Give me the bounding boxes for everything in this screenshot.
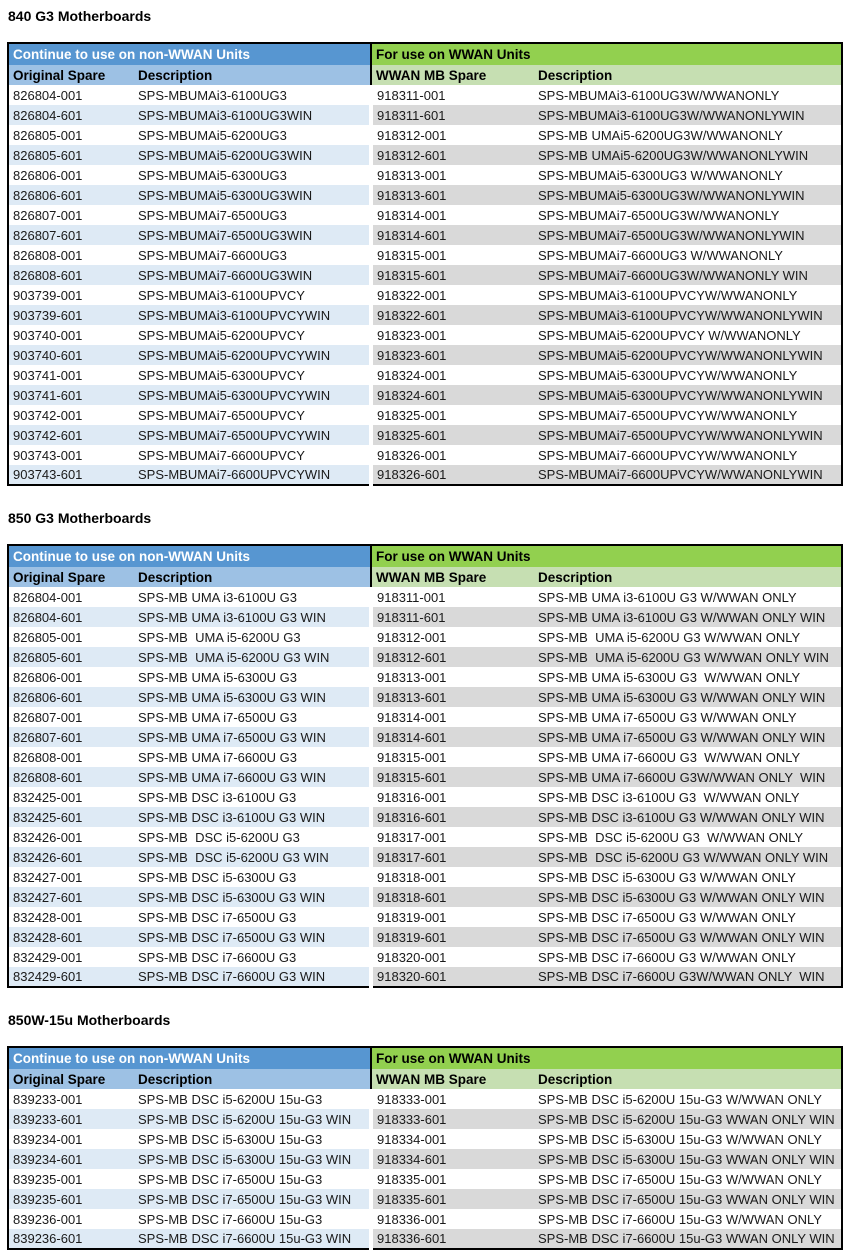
cell-wwan-spare: 918315-601 <box>371 265 534 285</box>
table-row <box>8 767 842 787</box>
cell-wwan-spare: 918314-001 <box>371 707 534 727</box>
cell-description: SPS-MBUMAi7-6600UPVCY <box>134 445 371 465</box>
cell-wwan-description: SPS-MB DSC i7-6600U G3 W/WWAN ONLY <box>534 947 842 967</box>
cell-description: SPS-MB UMA i3-6100U G3 <box>134 587 371 607</box>
cell-original-spare: 832428-001 <box>8 907 134 927</box>
table-row <box>8 425 842 445</box>
cell-description: SPS-MB UMA i5-6200U G3 <box>134 627 371 647</box>
cell-description: SPS-MBUMAi7-6600UG3WIN <box>134 265 371 285</box>
table-row <box>8 1189 842 1209</box>
cell-description: SPS-MB DSC i5-6300U 15u-G3 WIN <box>134 1149 371 1169</box>
cell-wwan-description: SPS-MB DSC i7-6600U 15u-G3 W/WWAN ONLY <box>534 1209 842 1229</box>
table-row <box>8 1149 842 1169</box>
cell-wwan-spare: 918336-001 <box>371 1209 534 1229</box>
cell-original-spare: 826805-601 <box>8 145 134 165</box>
cell-description: SPS-MB UMA i7-6500U G3 <box>134 707 371 727</box>
cell-description: SPS-MB UMA i7-6600U G3 WIN <box>134 767 371 787</box>
motherboard-section <box>7 1010 841 1250</box>
cell-wwan-spare: 918333-001 <box>371 1089 534 1109</box>
cell-original-spare: 826807-601 <box>8 225 134 245</box>
table-row <box>8 907 842 927</box>
wwan-band-header: For use on WWAN Units <box>371 1047 842 1069</box>
table-row <box>8 245 842 265</box>
document-body <box>7 6 841 1250</box>
cell-wwan-spare: 918317-601 <box>371 847 534 867</box>
cell-wwan-spare: 918315-001 <box>371 245 534 265</box>
column-header-description-right: Description <box>534 65 842 85</box>
cell-description: SPS-MB UMA i5-6200U G3 WIN <box>134 647 371 667</box>
cell-wwan-spare: 918311-001 <box>371 587 534 607</box>
cell-wwan-spare: 918318-601 <box>371 887 534 907</box>
table-row <box>8 847 842 867</box>
cell-wwan-spare: 918311-601 <box>371 105 534 125</box>
cell-original-spare: 826804-001 <box>8 587 134 607</box>
cell-description: SPS-MBUMAi5-6300UPVCYWIN <box>134 385 371 405</box>
cell-wwan-description: SPS-MBUMAi5-6300UPVCYW/WWANONLYWIN <box>534 385 842 405</box>
cell-description: SPS-MBUMAi7-6500UPVCY <box>134 405 371 425</box>
table-row <box>8 345 842 365</box>
motherboard-section <box>7 508 841 988</box>
cell-original-spare: 903743-601 <box>8 465 134 485</box>
cell-wwan-spare: 918324-001 <box>371 365 534 385</box>
cell-description: SPS-MB DSC i5-6200U G3 WIN <box>134 847 371 867</box>
cell-wwan-description: SPS-MB DSC i5-6200U 15u-G3 W/WWAN ONLY <box>534 1089 842 1109</box>
section-title: 850 G3 Motherboards <box>8 510 152 526</box>
motherboard-section <box>7 6 841 486</box>
wwan-band-header: For use on WWAN Units <box>371 43 842 65</box>
cell-wwan-spare: 918326-001 <box>371 445 534 465</box>
cell-description: SPS-MB UMA i7-6600U G3 <box>134 747 371 767</box>
table-row <box>8 787 842 807</box>
table-row <box>8 1109 842 1129</box>
cell-wwan-spare: 918316-601 <box>371 807 534 827</box>
cell-wwan-description: SPS-MBUMAi5-6300UG3W/WWANONLYWIN <box>534 185 842 205</box>
cell-description: SPS-MBUMAi7-6500UPVCYWIN <box>134 425 371 445</box>
cell-wwan-spare: 918311-001 <box>371 85 534 105</box>
cell-wwan-description: SPS-MBUMAi7-6500UG3W/WWANONLY <box>534 205 842 225</box>
cell-original-spare: 826805-001 <box>8 627 134 647</box>
cell-original-spare: 826808-601 <box>8 767 134 787</box>
cell-wwan-description: SPS-MB DSC i7-6500U 15u-G3 W/WWAN ONLY <box>534 1169 842 1189</box>
cell-description: SPS-MBUMAi5-6300UPVCY <box>134 365 371 385</box>
cell-wwan-spare: 918319-001 <box>371 907 534 927</box>
cell-wwan-spare: 918334-001 <box>371 1129 534 1149</box>
cell-wwan-description: SPS-MB DSC i5-6300U G3 W/WWAN ONLY WIN <box>534 887 842 907</box>
cell-description: SPS-MBUMAi7-6600UPVCYWIN <box>134 465 371 485</box>
cell-description: SPS-MB DSC i7-6500U G3 WIN <box>134 927 371 947</box>
cell-wwan-spare: 918312-601 <box>371 647 534 667</box>
cell-description: SPS-MBUMAi5-6200UG3 <box>134 125 371 145</box>
cell-wwan-description: SPS-MBUMAi3-6100UPVCYW/WWANONLY <box>534 285 842 305</box>
cell-wwan-spare: 918314-601 <box>371 225 534 245</box>
cell-wwan-spare: 918315-001 <box>371 747 534 767</box>
cell-original-spare: 826808-001 <box>8 747 134 767</box>
cell-wwan-spare: 918312-601 <box>371 145 534 165</box>
table-row <box>8 607 842 627</box>
table-row <box>8 265 842 285</box>
cell-original-spare: 903741-601 <box>8 385 134 405</box>
cell-wwan-spare: 918334-601 <box>371 1149 534 1169</box>
column-header-wwan-mb-spare: WWAN MB Spare <box>371 1069 534 1089</box>
cell-description: SPS-MBUMAi7-6500UG3WIN <box>134 225 371 245</box>
cell-wwan-description: SPS-MB UMA i5-6300U G3 W/WWAN ONLY <box>534 667 842 687</box>
cell-original-spare: 903743-001 <box>8 445 134 465</box>
column-header-description-left: Description <box>134 65 371 85</box>
cell-original-spare: 832425-001 <box>8 787 134 807</box>
cell-wwan-description: SPS-MBUMAi5-6300UPVCYW/WWANONLY <box>534 365 842 385</box>
cell-wwan-spare: 918323-001 <box>371 325 534 345</box>
cell-wwan-description: SPS-MBUMAi7-6600UG3W/WWANONLY WIN <box>534 265 842 285</box>
cell-wwan-description: SPS-MB UMA i5-6300U G3 W/WWAN ONLY WIN <box>534 687 842 707</box>
column-header-wwan-mb-spare: WWAN MB Spare <box>371 567 534 587</box>
cell-original-spare: 903740-001 <box>8 325 134 345</box>
cell-description: SPS-MB DSC i7-6600U 15u-G3 WIN <box>134 1229 371 1249</box>
cell-original-spare: 832429-601 <box>8 967 134 987</box>
column-header-row <box>8 567 842 587</box>
table-row <box>8 1089 842 1109</box>
table-row <box>8 827 842 847</box>
table-row <box>8 727 842 747</box>
table-row <box>8 85 842 105</box>
cell-description: SPS-MB DSC i5-6200U 15u-G3 WIN <box>134 1109 371 1129</box>
cell-description: SPS-MBUMAi7-6500UG3 <box>134 205 371 225</box>
cell-wwan-description: SPS-MB UMA i3-6100U G3 W/WWAN ONLY <box>534 587 842 607</box>
cell-wwan-spare: 918325-001 <box>371 405 534 425</box>
cell-description: SPS-MB DSC i7-6600U G3 WIN <box>134 967 371 987</box>
cell-wwan-spare: 918318-001 <box>371 867 534 887</box>
cell-description: SPS-MB DSC i5-6200U G3 <box>134 827 371 847</box>
cell-wwan-description: SPS-MBUMAi7-6500UPVCYW/WWANONLY <box>534 405 842 425</box>
column-header-description-left: Description <box>134 567 371 587</box>
table-row <box>8 647 842 667</box>
cell-wwan-spare: 918325-601 <box>371 425 534 445</box>
cell-wwan-spare: 918322-601 <box>371 305 534 325</box>
cell-wwan-description: SPS-MB DSC i7-6500U G3 W/WWAN ONLY WIN <box>534 927 842 947</box>
cell-original-spare: 826807-001 <box>8 205 134 225</box>
cell-wwan-description: SPS-MB UMAi5-6200UG3W/WWANONLYWIN <box>534 145 842 165</box>
cell-original-spare: 903742-001 <box>8 405 134 425</box>
cell-wwan-spare: 918311-601 <box>371 607 534 627</box>
cell-wwan-description: SPS-MB DSC i7-6500U 15u-G3 WWAN ONLY WIN <box>534 1189 842 1209</box>
cell-wwan-description: SPS-MBUMAi3-6100UPVCYW/WWANONLYWIN <box>534 305 842 325</box>
cell-wwan-spare: 918323-601 <box>371 345 534 365</box>
spares-table <box>7 1046 843 1250</box>
cell-wwan-description: SPS-MBUMAi7-6500UPVCYW/WWANONLYWIN <box>534 425 842 445</box>
cell-original-spare: 839235-001 <box>8 1169 134 1189</box>
cell-description: SPS-MB DSC i7-6600U 15u-G3 <box>134 1209 371 1229</box>
table-row <box>8 405 842 425</box>
column-header-description-right: Description <box>534 1069 842 1089</box>
cell-wwan-description: SPS-MBUMAi7-6600UPVCYW/WWANONLYWIN <box>534 465 842 485</box>
cell-original-spare: 832426-001 <box>8 827 134 847</box>
cell-description: SPS-MB DSC i7-6500U 15u-G3 WIN <box>134 1189 371 1209</box>
cell-original-spare: 826808-001 <box>8 245 134 265</box>
table-row <box>8 145 842 165</box>
cell-original-spare: 826805-001 <box>8 125 134 145</box>
column-header-wwan-mb-spare: WWAN MB Spare <box>371 65 534 85</box>
cell-wwan-description: SPS-MBUMAi7-6500UG3W/WWANONLYWIN <box>534 225 842 245</box>
cell-wwan-spare: 918336-601 <box>371 1229 534 1249</box>
section-title: 840 G3 Motherboards <box>8 8 152 24</box>
cell-original-spare: 903741-001 <box>8 365 134 385</box>
cell-wwan-description: SPS-MBUMAi7-6600UG3 W/WWANONLY <box>534 245 842 265</box>
cell-wwan-description: SPS-MB UMA i5-6200U G3 W/WWAN ONLY WIN <box>534 647 842 667</box>
table-row <box>8 1129 842 1149</box>
cell-description: SPS-MB UMA i3-6100U G3 WIN <box>134 607 371 627</box>
table-row <box>8 285 842 305</box>
spares-table <box>7 42 843 486</box>
cell-description: SPS-MB UMA i5-6300U G3 WIN <box>134 687 371 707</box>
non-wwan-band-header: Continue to use on non-WWAN Units <box>8 43 371 65</box>
cell-wwan-spare: 918317-001 <box>371 827 534 847</box>
cell-wwan-description: SPS-MBUMAi7-6600UPVCYW/WWANONLY <box>534 445 842 465</box>
cell-description: SPS-MB DSC i7-6500U 15u-G3 <box>134 1169 371 1189</box>
cell-wwan-spare: 918333-601 <box>371 1109 534 1129</box>
cell-wwan-spare: 918313-601 <box>371 185 534 205</box>
table-row <box>8 967 842 987</box>
non-wwan-band-header: Continue to use on non-WWAN Units <box>8 545 371 567</box>
table-row <box>8 365 842 385</box>
cell-original-spare: 832429-001 <box>8 947 134 967</box>
table-row <box>8 947 842 967</box>
table-row <box>8 927 842 947</box>
cell-description: SPS-MBUMAi5-6300UG3 <box>134 165 371 185</box>
cell-wwan-spare: 918320-601 <box>371 967 534 987</box>
cell-description: SPS-MB DSC i5-6300U G3 WIN <box>134 887 371 907</box>
cell-original-spare: 826808-601 <box>8 265 134 285</box>
cell-wwan-description: SPS-MBUMAi5-6200UPVCY W/WWANONLY <box>534 325 842 345</box>
column-header-description-left: Description <box>134 1069 371 1089</box>
cell-original-spare: 832426-601 <box>8 847 134 867</box>
column-header-row <box>8 65 842 85</box>
cell-original-spare: 903739-601 <box>8 305 134 325</box>
section-title: 850W-15u Motherboards <box>8 1012 171 1028</box>
cell-original-spare: 826806-601 <box>8 687 134 707</box>
cell-description: SPS-MBUMAi5-6200UPVCYWIN <box>134 345 371 365</box>
cell-original-spare: 832427-001 <box>8 867 134 887</box>
table-row <box>8 445 842 465</box>
band-header-row <box>8 545 842 567</box>
cell-wwan-description: SPS-MB DSC i5-6300U 15u-G3 W/WWAN ONLY <box>534 1129 842 1149</box>
column-header-row <box>8 1069 842 1089</box>
column-header-original-spare: Original Spare <box>8 65 134 85</box>
non-wwan-band-header: Continue to use on non-WWAN Units <box>8 1047 371 1069</box>
cell-original-spare: 826807-601 <box>8 727 134 747</box>
cell-description: SPS-MB DSC i5-6300U G3 <box>134 867 371 887</box>
table-row <box>8 1209 842 1229</box>
table-row <box>8 1169 842 1189</box>
cell-wwan-description: SPS-MB DSC i5-6300U G3 W/WWAN ONLY <box>534 867 842 887</box>
cell-original-spare: 826805-601 <box>8 647 134 667</box>
table-row <box>8 225 842 245</box>
cell-wwan-description: SPS-MBUMAi5-6300UG3 W/WWANONLY <box>534 165 842 185</box>
column-header-original-spare: Original Spare <box>8 1069 134 1089</box>
cell-wwan-spare: 918313-001 <box>371 667 534 687</box>
column-header-description-right: Description <box>534 567 842 587</box>
cell-wwan-spare: 918319-601 <box>371 927 534 947</box>
cell-description: SPS-MB DSC i3-6100U G3 <box>134 787 371 807</box>
table-row <box>8 887 842 907</box>
cell-wwan-spare: 918313-001 <box>371 165 534 185</box>
cell-wwan-description: SPS-MB DSC i3-6100U G3 W/WWAN ONLY WIN <box>534 807 842 827</box>
table-row <box>8 687 842 707</box>
cell-original-spare: 903739-001 <box>8 285 134 305</box>
cell-original-spare: 826804-001 <box>8 85 134 105</box>
cell-wwan-spare: 918312-001 <box>371 627 534 647</box>
table-row <box>8 807 842 827</box>
cell-original-spare: 826806-001 <box>8 165 134 185</box>
cell-description: SPS-MBUMAi3-6100UG3WIN <box>134 105 371 125</box>
cell-original-spare: 839236-001 <box>8 1209 134 1229</box>
band-header-row <box>8 1047 842 1069</box>
cell-wwan-description: SPS-MB UMA i7-6500U G3 W/WWAN ONLY WIN <box>534 727 842 747</box>
table-row <box>8 747 842 767</box>
cell-description: SPS-MB DSC i7-6500U G3 <box>134 907 371 927</box>
cell-original-spare: 832428-601 <box>8 927 134 947</box>
column-header-original-spare: Original Spare <box>8 567 134 587</box>
table-row <box>8 707 842 727</box>
cell-description: SPS-MBUMAi3-6100UG3 <box>134 85 371 105</box>
cell-original-spare: 839234-001 <box>8 1129 134 1149</box>
cell-original-spare: 839233-001 <box>8 1089 134 1109</box>
cell-original-spare: 839233-601 <box>8 1109 134 1129</box>
table-row <box>8 465 842 485</box>
table-row <box>8 867 842 887</box>
cell-original-spare: 832425-601 <box>8 807 134 827</box>
table-row <box>8 305 842 325</box>
cell-description: SPS-MBUMAi3-6100UPVCY <box>134 285 371 305</box>
table-row <box>8 205 842 225</box>
wwan-band-header: For use on WWAN Units <box>371 545 842 567</box>
spares-table <box>7 544 843 988</box>
cell-wwan-description: SPS-MBUMAi3-6100UG3W/WWANONLYWIN <box>534 105 842 125</box>
cell-description: SPS-MBUMAi5-6200UG3WIN <box>134 145 371 165</box>
cell-wwan-spare: 918315-601 <box>371 767 534 787</box>
cell-wwan-spare: 918313-601 <box>371 687 534 707</box>
cell-wwan-description: SPS-MB DSC i5-6300U 15u-G3 WWAN ONLY WIN <box>534 1149 842 1169</box>
table-row <box>8 325 842 345</box>
table-row <box>8 185 842 205</box>
table-row <box>8 125 842 145</box>
cell-wwan-description: SPS-MB DSC i7-6600U 15u-G3 WWAN ONLY WIN <box>534 1229 842 1249</box>
cell-original-spare: 826807-001 <box>8 707 134 727</box>
cell-description: SPS-MBUMAi5-6200UPVCY <box>134 325 371 345</box>
cell-original-spare: 839234-601 <box>8 1149 134 1169</box>
table-row <box>8 165 842 185</box>
cell-description: SPS-MB DSC i7-6600U G3 <box>134 947 371 967</box>
cell-original-spare: 826806-001 <box>8 667 134 687</box>
cell-description: SPS-MBUMAi5-6300UG3WIN <box>134 185 371 205</box>
cell-wwan-spare: 918322-001 <box>371 285 534 305</box>
cell-wwan-spare: 918320-001 <box>371 947 534 967</box>
table-row <box>8 667 842 687</box>
cell-wwan-spare: 918314-601 <box>371 727 534 747</box>
cell-original-spare: 832427-601 <box>8 887 134 907</box>
cell-wwan-description: SPS-MB DSC i7-6600U G3W/WWAN ONLY WIN <box>534 967 842 987</box>
cell-wwan-spare: 918324-601 <box>371 385 534 405</box>
table-row <box>8 105 842 125</box>
cell-original-spare: 903742-601 <box>8 425 134 445</box>
cell-description: SPS-MB DSC i3-6100U G3 WIN <box>134 807 371 827</box>
cell-wwan-description: SPS-MBUMAi3-6100UG3W/WWANONLY <box>534 85 842 105</box>
cell-wwan-description: SPS-MB UMA i7-6600U G3 W/WWAN ONLY <box>534 747 842 767</box>
cell-description: SPS-MB UMA i7-6500U G3 WIN <box>134 727 371 747</box>
cell-wwan-spare: 918335-601 <box>371 1189 534 1209</box>
cell-wwan-description: SPS-MB UMA i5-6200U G3 W/WWAN ONLY <box>534 627 842 647</box>
cell-original-spare: 903740-601 <box>8 345 134 365</box>
cell-original-spare: 839236-601 <box>8 1229 134 1249</box>
cell-wwan-description: SPS-MB DSC i3-6100U G3 W/WWAN ONLY <box>534 787 842 807</box>
cell-wwan-description: SPS-MB DSC i5-6200U G3 W/WWAN ONLY <box>534 827 842 847</box>
cell-wwan-spare: 918312-001 <box>371 125 534 145</box>
cell-description: SPS-MBUMAi7-6600UG3 <box>134 245 371 265</box>
cell-wwan-description: SPS-MB DSC i5-6200U 15u-G3 WWAN ONLY WIN <box>534 1109 842 1129</box>
cell-wwan-description: SPS-MBUMAi5-6200UPVCYW/WWANONLYWIN <box>534 345 842 365</box>
cell-wwan-description: SPS-MB UMA i7-6600U G3W/WWAN ONLY WIN <box>534 767 842 787</box>
cell-wwan-spare: 918316-001 <box>371 787 534 807</box>
cell-wwan-description: SPS-MB UMA i3-6100U G3 W/WWAN ONLY WIN <box>534 607 842 627</box>
cell-original-spare: 826806-601 <box>8 185 134 205</box>
cell-description: SPS-MBUMAi3-6100UPVCYWIN <box>134 305 371 325</box>
cell-wwan-description: SPS-MB UMA i7-6500U G3 W/WWAN ONLY <box>534 707 842 727</box>
table-row <box>8 385 842 405</box>
cell-description: SPS-MB DSC i5-6300U 15u-G3 <box>134 1129 371 1149</box>
cell-wwan-description: SPS-MB UMAi5-6200UG3W/WWANONLY <box>534 125 842 145</box>
cell-wwan-spare: 918314-001 <box>371 205 534 225</box>
cell-wwan-spare: 918326-601 <box>371 465 534 485</box>
cell-wwan-spare: 918335-001 <box>371 1169 534 1189</box>
table-row <box>8 627 842 647</box>
cell-wwan-description: SPS-MB DSC i5-6200U G3 W/WWAN ONLY WIN <box>534 847 842 867</box>
cell-wwan-description: SPS-MB DSC i7-6500U G3 W/WWAN ONLY <box>534 907 842 927</box>
cell-original-spare: 826804-601 <box>8 105 134 125</box>
cell-description: SPS-MB DSC i5-6200U 15u-G3 <box>134 1089 371 1109</box>
table-row <box>8 587 842 607</box>
cell-description: SPS-MB UMA i5-6300U G3 <box>134 667 371 687</box>
cell-original-spare: 826804-601 <box>8 607 134 627</box>
table-row <box>8 1229 842 1249</box>
cell-original-spare: 839235-601 <box>8 1189 134 1209</box>
band-header-row <box>8 43 842 65</box>
